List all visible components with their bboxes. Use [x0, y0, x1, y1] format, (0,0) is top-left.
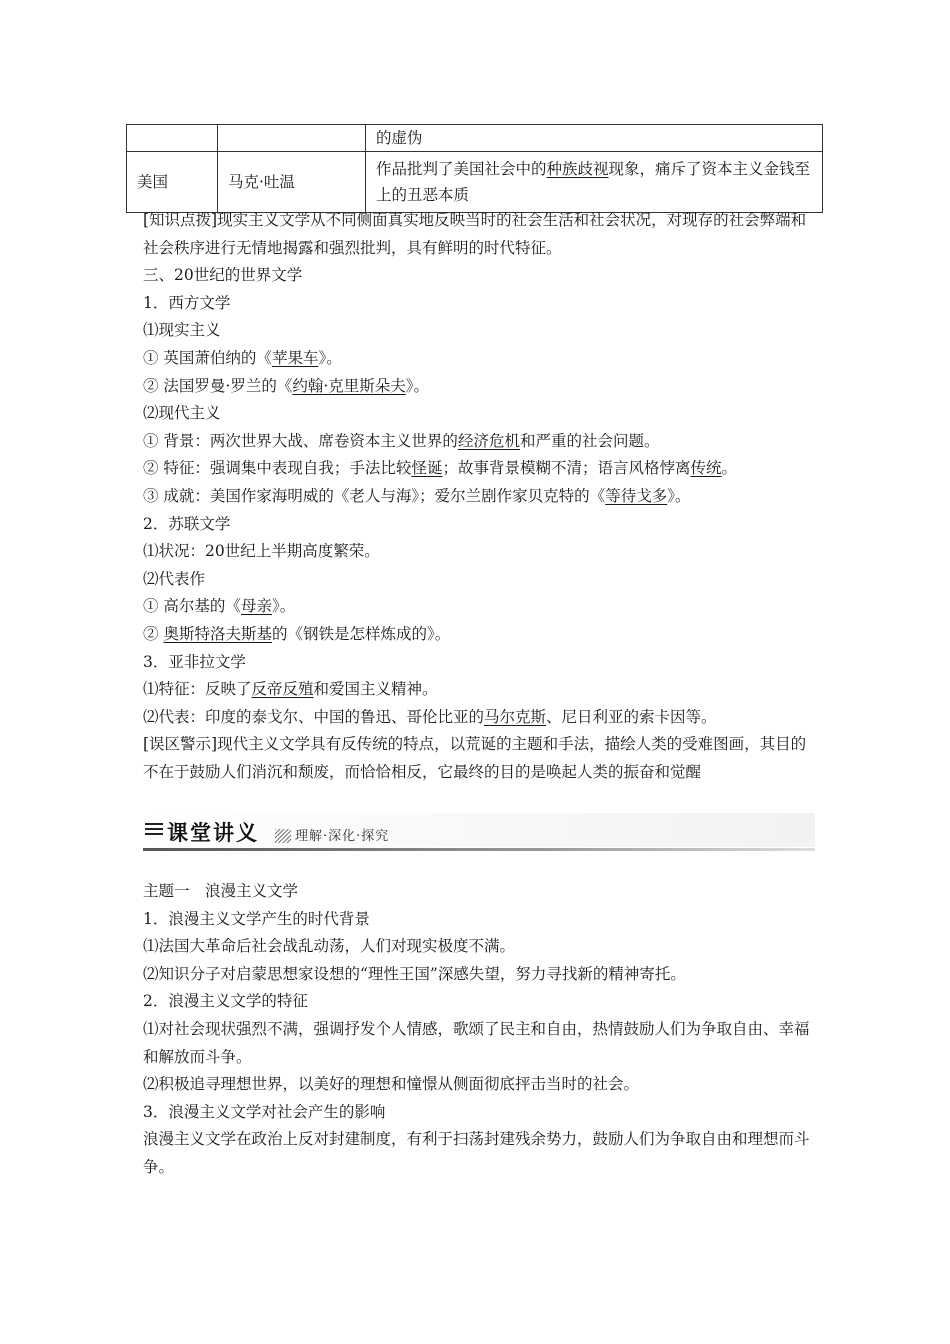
key-term: 奥斯特洛夫斯基 [163, 624, 272, 643]
key-term: 反帝反殖 [251, 680, 314, 699]
list-item: ② 特征：强调集中表现自我；手法比较怪诞；故事背景模糊不清；语言风格悖离传统。 [143, 459, 737, 478]
key-term: 传统 [690, 459, 722, 478]
list-item: ② 法国罗曼·罗兰的《约翰·克里斯朵夫》。 [143, 376, 430, 395]
knowledge-tip: [知识点拨]现实主义文学从不同侧面真实地反映当时的社会生活和社会状况，对现存的社会弊端和社会秩序进行无情地揭露和强烈批判，具有鲜明的时代特征。 [143, 211, 807, 257]
key-term: 母亲 [240, 597, 272, 616]
banner-stripes-icon [275, 829, 291, 843]
list-item: ⑴现实主义 [143, 321, 221, 340]
subheading: 2．浪漫主义文学的特征 [143, 992, 308, 1011]
list-item: ⑵积极追寻理想世界，以美好的理想和憧憬从侧面彻底抨击当时的社会。 [143, 1075, 640, 1094]
subheading: 1．浪漫主义文学产生的时代背景 [143, 909, 370, 928]
list-item: ⑵代表：印度的泰戈尔、中国的鲁迅、哥伦比亚的马尔克斯、尼日利亚的索卡因等。 [143, 707, 717, 726]
table-row [127, 152, 823, 213]
key-term: 经济危机 [457, 431, 520, 450]
list-item: ⑵知识分子对启蒙思想家设想的“理性王国”深感失望，努力寻找新的精神寄托。 [143, 964, 686, 983]
list-item: ③ 成就：美国作家海明威的《老人与海》；爱尔兰剧作家贝克特的《等待戈多》。 [143, 486, 691, 505]
misconception-tip: [误区警示]现代主义文学具有反传统的特点，以荒诞的主题和手法，描绘人类的受难图画，其目的不在于鼓励人们消沉和颓废，而恰恰相反，它最终的目的是唤起人类的振奋和觉醒 [143, 735, 807, 781]
banner-title: 课堂讲义 [167, 821, 259, 845]
table-cell-country: 美国 [127, 152, 218, 213]
subheading: 3．浪漫主义文学对社会产生的影响 [143, 1102, 386, 1121]
list-item: ⑵代表作 [143, 569, 206, 588]
key-term: 约翰·克里斯朵夫 [292, 376, 406, 395]
key-term: 苹果车 [271, 348, 319, 367]
subheading: 1．西方文学 [143, 293, 231, 312]
key-term: 种族歧视 [546, 160, 609, 178]
table-cell-description: 的虚伪 [366, 125, 823, 152]
key-term: 怪诞 [411, 459, 443, 478]
table-cell-author: 马克·吐温 [218, 152, 366, 213]
list-item: ② 奥斯特洛夫斯基的《钢铁是怎样炼成的》。 [143, 624, 451, 643]
lecture-banner [143, 813, 815, 849]
list-item: ⑴特征：反映了反帝反殖和爱国主义精神。 [143, 680, 438, 699]
key-term: 马尔克斯 [484, 707, 547, 726]
table-cell-country [127, 125, 218, 152]
topic-heading: 主题一 浪漫主义文学 [143, 882, 299, 900]
banner-underline [143, 848, 815, 851]
list-item: ① 背景：两次世界大战、席卷资本主义世界的经济危机和严重的社会问题。 [143, 431, 660, 450]
banner-lines-icon [145, 823, 163, 839]
table-cell-author [218, 125, 366, 152]
lecture-section [143, 878, 815, 1182]
list-item: ① 英国萧伯纳的《苹果车》。 [143, 348, 342, 367]
key-term: 等待戈多 [605, 486, 668, 505]
subheading: 2．苏联文学 [143, 514, 231, 533]
notes-section [143, 207, 815, 786]
literature-table [126, 124, 823, 213]
section-heading: 三、20世纪的世界文学 [143, 266, 303, 285]
table-row [127, 125, 823, 152]
list-item: ⑴对社会现状强烈不满，强调抒发个人情感，歌颂了民主和自由，热情鼓励人们为争取自由、幸福和解放而斗争。 [143, 1019, 810, 1066]
list-item: ⑵现代主义 [143, 404, 221, 423]
subheading: 3．亚非拉文学 [143, 652, 246, 671]
list-item: ① 高尔基的《母亲》。 [143, 597, 296, 616]
list-item: ⑴法国大革命后社会战乱动荡，人们对现实极度不满。 [143, 937, 516, 956]
list-item: ⑴状况：20世纪上半期高度繁荣。 [143, 542, 380, 561]
banner-subtitle: 理解·深化·探究 [295, 829, 390, 844]
paragraph: 浪漫主义文学在政治上反对封建制度，有利于扫荡封建残余势力，鼓励人们为争取自由和理想而斗争。 [143, 1130, 810, 1176]
table-cell-description: 作品批判了美国社会中的种族歧视现象，痛斥了资本主义金钱至上的丑恶本质 [366, 152, 823, 213]
